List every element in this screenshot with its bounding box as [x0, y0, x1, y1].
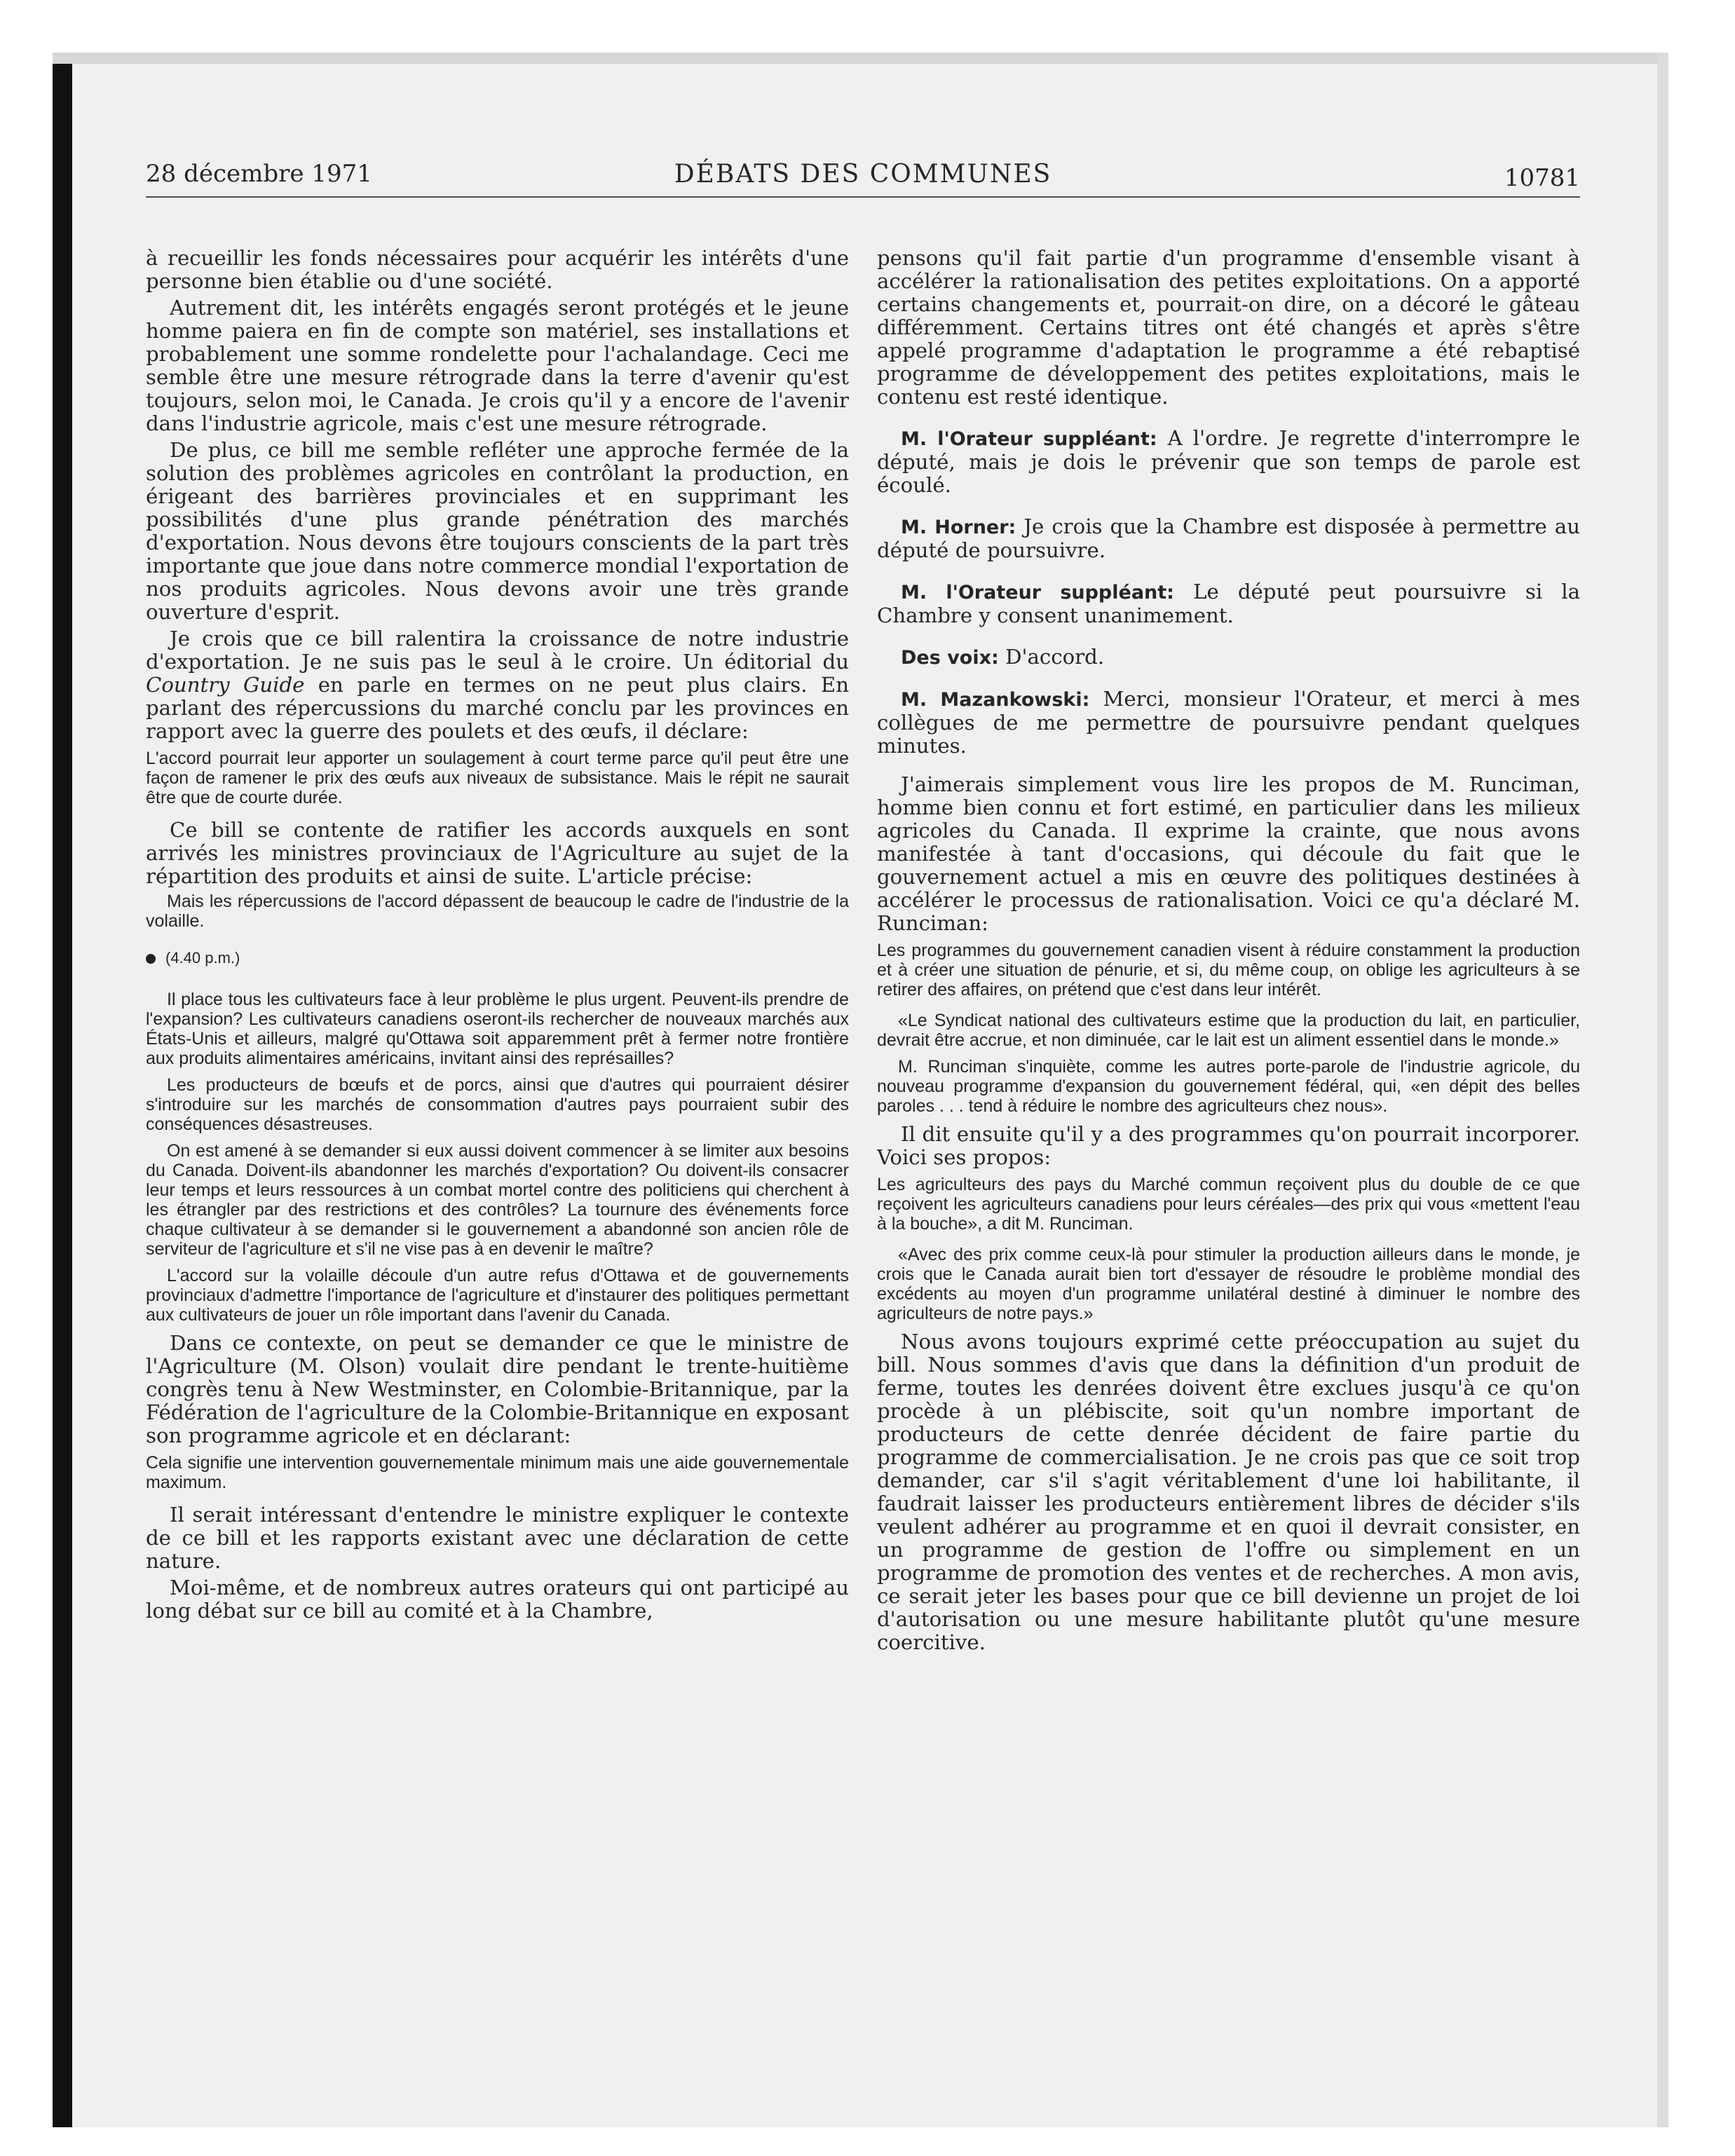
speech-text: Le député peut poursuivre si la Chambre y consent unanimement. — [877, 580, 1580, 627]
publication-title: Country Guide — [146, 673, 305, 697]
scan-edge-left — [53, 53, 72, 2127]
page-number: 10781 — [1504, 164, 1580, 192]
paragraph: J'aimerais simplement vous lire les propos de M. Runciman, homme bien connu et fort estimé, en particulier dans les milieux agricoles du Canada. Il exprime la crainte, que nous avons manifestée à tant d'occasions, qui découle du fait que le gouvernement actuel a mis en œuvre des politiques destinées à accélérer le processus de rationalisation. Voici ce qu'a déclaré M. Runciman: — [877, 772, 1580, 935]
speech — [877, 427, 1580, 497]
quotation: «Le Syndicat national des cultivateurs estime que la production du lait, en particulier, devrait être accrue, et non diminuée, car le lait est un aliment essentiel dans le monde.» — [877, 1011, 1580, 1050]
speech — [877, 646, 1580, 669]
scan-edge-right — [1657, 53, 1668, 2127]
header-date: 28 décembre 1971 — [146, 160, 372, 188]
speaker-name: M. Horner: — [901, 517, 1016, 538]
speech-text: Merci, monsieur l'Orateur, et merci à mes collègues de me permettre de poursuivre pendant quelques minutes. — [877, 687, 1580, 758]
speech — [877, 515, 1580, 562]
paragraph: pensons qu'il fait partie d'un programme d'ensemble visant à accélérer la rationalisation des petites exploitations. On a apporté certains changements et, pourrait-on dire, on a décoré le gâteau différemment. Certains titres ont été changés et après s'être appelé programme d'adaptation le programme a été rebaptisé programme de développement des petites exploitations, mais le contenu est resté identique. — [877, 247, 1580, 409]
paragraph: à recueillir les fonds nécessaires pour acquérir les intérêts d'une personne bien établie ou d'une société. — [146, 247, 849, 293]
speaker-name: Des voix: — [901, 647, 999, 669]
speaker-name: M. l'Orateur suppléant: — [901, 428, 1157, 450]
paragraph: Ce bill se contente de ratifier les accords auxquels en sont arrivés les ministres provinciaux de l'Agriculture au sujet de la répartition des produits et ainsi de suite. L'article précise: — [146, 818, 849, 888]
left-column — [146, 247, 849, 2069]
paragraph: Autrement dit, les intérêts engagés seront protégés et le jeune homme paiera en fin de compte son matériel, ses installations et probablement une somme rondelette pour l'achalandage. Ceci me semble être une mesure rétrograde dans la terre d'avenir qu'est toujours, selon moi, le Canada. Je crois qu'il y a encore de l'avenir dans l'industrie agricole, mais c'est une mesure rétrograde. — [146, 296, 849, 435]
speech — [877, 688, 1580, 758]
quotation: L'accord pourrait leur apporter un soulagement à court terme parce qu'il peut être une façon de ramener le prix des œufs aux niveaux de subsistance. Mais le répit ne saurait être que de courte durée. — [146, 749, 849, 807]
speaker-name: M. l'Orateur suppléant: — [901, 582, 1174, 603]
quotation: On est amené à se demander si eux aussi doivent commencer à se limiter aux besoins du Canada. Doivent-ils abandonner les marchés d'exportation? Ou doivent-ils consacrer leur temps et leurs ressources à un combat mortel contre des politiciens qui cherchent à les étrangler par des restrictions et des contrôles? La tournure des événements force chaque cultivateur à se demander si le gouvernement a abandonné son ancien rôle de serviteur de l'agriculture et s'il ne vise pas à en devenir le maître? — [146, 1141, 849, 1259]
header-title: DÉBATS DES COMMUNES — [674, 160, 1052, 189]
paragraph: Nous avons toujours exprimé cette préoccupation au sujet du bill. Nous sommes d'avis que dans la définition d'un produit de ferme, toutes les denrées doivent être exclues jusqu'à ce qu'on procède à un plébiscite, soit qu'un nombre important de producteurs de cette denrée décident de faire partie du programme de commercialisation. Je ne crois pas que ce soit trop demander, car s'il s'agit véritablement d'une loi habilitante, il faudrait laisser les producteurs entièrement libres de décider s'ils veulent adhérer au programme et en quoi il devrait consister, en un programme de gestion de l'offre ou simplement en un programme de promotion des ventes et de recherches. A mon avis, ce serait jeter les bases pour que ce bill devienne un projet de loi d'autorisation ou une mesure habilitante plutôt qu'une mesure coercitive. — [877, 1330, 1580, 1654]
paragraph: Dans ce contexte, on peut se demander ce que le ministre de l'Agriculture (M. Olson) voulait dire pendant le trente-huitième congrès tenu à New Westminster, en Colombie-Britannique, par la Fédération de l'agriculture de la Colombie-Britannique en exposant son programme agricole et en déclarant: — [146, 1331, 849, 1447]
right-column — [877, 247, 1580, 2069]
speaker-name: M. Mazankowski: — [901, 689, 1090, 711]
speech — [877, 580, 1580, 627]
paragraph: Moi-même, et de nombreux autres orateurs qui ont participé au long débat sur ce bill au comité et à la Chambre, — [146, 1576, 849, 1623]
quotation: L'accord sur la volaille découle d'un autre refus d'Ottawa et de gouvernements provinciaux d'admettre l'importance de l'agriculture et d'instaurer des politiques permettant aux cultivateurs de jouer un rôle important dans l'avenir du Canada. — [146, 1266, 849, 1325]
speech-text: Je crois que la Chambre est disposée à permettre au député de poursuivre. — [877, 514, 1580, 562]
speech-text: D'accord. — [998, 645, 1105, 669]
quotation: M. Runciman s'inquiète, comme les autres porte-parole de l'industrie agricole, du nouveau programme d'expansion du gouvernement fédéral, qui, «en dépit des belles paroles . . . tend à réduire le nombre des agriculteurs chez nous». — [877, 1057, 1580, 1116]
quotation: Les programmes du gouvernement canadien visent à réduire constamment la production et à créer une situation de pénurie, et si, du même coup, on oblige les agriculteurs à se retirer des affaires, on prétend que c'est dans leur intérêt. — [877, 941, 1580, 999]
speech-text: A l'ordre. Je regrette d'interrompre le député, mais je dois le prévenir que son temps de parole est écoulé. — [877, 426, 1580, 497]
page-header — [146, 154, 1580, 198]
paragraph-text: Je crois que ce bill ralentira la croissance de notre industrie d'exportation. Je ne suis pas le seul à le croire. Un éditorial du — [146, 627, 849, 674]
time-stamp — [146, 949, 849, 967]
paragraph — [146, 627, 849, 743]
paragraph: De plus, ce bill me semble refléter une approche fermée de la solution des problèmes agricoles en contrôlant la production, en érigeant des barrières provinciales et en supprimant les possibilités d'une plus grande pénétration des marchés d'exportation. Nous devons être toujours conscients de la part très importante que joue dans notre commerce mondial l'exportation de nos produits agricoles. Nous devons avoir une très grande ouverture d'esprit. — [146, 438, 849, 624]
paragraph: Il dit ensuite qu'il y a des programmes qu'on pourrait incorporer. Voici ses propos: — [877, 1122, 1580, 1169]
bullet-icon — [146, 954, 156, 964]
time-text: (4.40 p.m.) — [165, 949, 240, 967]
quotation: Les producteurs de bœufs et de porcs, ainsi que d'autres qui pourraient désirer s'introduire sur les marchés de consommation d'autres pays pourraient subir des conséquences désastreuses. — [146, 1075, 849, 1134]
scan-edge-top — [53, 53, 1668, 64]
quotation: Mais les répercussions de l'accord dépassent de beaucoup le cadre de l'industrie de la volaille. — [146, 892, 849, 931]
paragraph: Il serait intéressant d'entendre le ministre expliquer le contexte de ce bill et les rapports existant avec une déclaration de cette nature. — [146, 1503, 849, 1573]
quotation: «Avec des prix comme ceux-là pour stimuler la production ailleurs dans le monde, je crois que le Canada aurait bien tort d'essayer de résoudre le problème mondial des excédents au moyen d'un programme unilatéral destiné à diminuer le nombre des agriculteurs de notre pays.» — [877, 1245, 1580, 1323]
quotation: Les agriculteurs des pays du Marché commun reçoivent plus du double de ce que reçoivent les agriculteurs canadiens pour leurs céréales—des prix qui vous «mettent l'eau à la bouche», a dit M. Runciman. — [877, 1175, 1580, 1234]
quotation: Cela signifie une intervention gouvernementale minimum mais une aide gouvernementale maximum. — [146, 1453, 849, 1492]
paragraph-text: en parle en termes on ne peut plus clairs. En parlant des répercussions du marché conclu par les provinces en rapport avec la guerre des poulets et des œufs, il déclare: — [146, 673, 849, 743]
quotation: Il place tous les cultivateurs face à leur problème le plus urgent. Peuvent-ils prendre de l'expansion? Les cultivateurs canadiens oseront-ils rechercher de nouveaux marchés aux États-Unis et ailleurs, malgré qu'Ottawa soit apparemment prêt à fermer notre frontière aux produits alimentaires américains, invitant ainsi des représailles? — [146, 990, 849, 1068]
